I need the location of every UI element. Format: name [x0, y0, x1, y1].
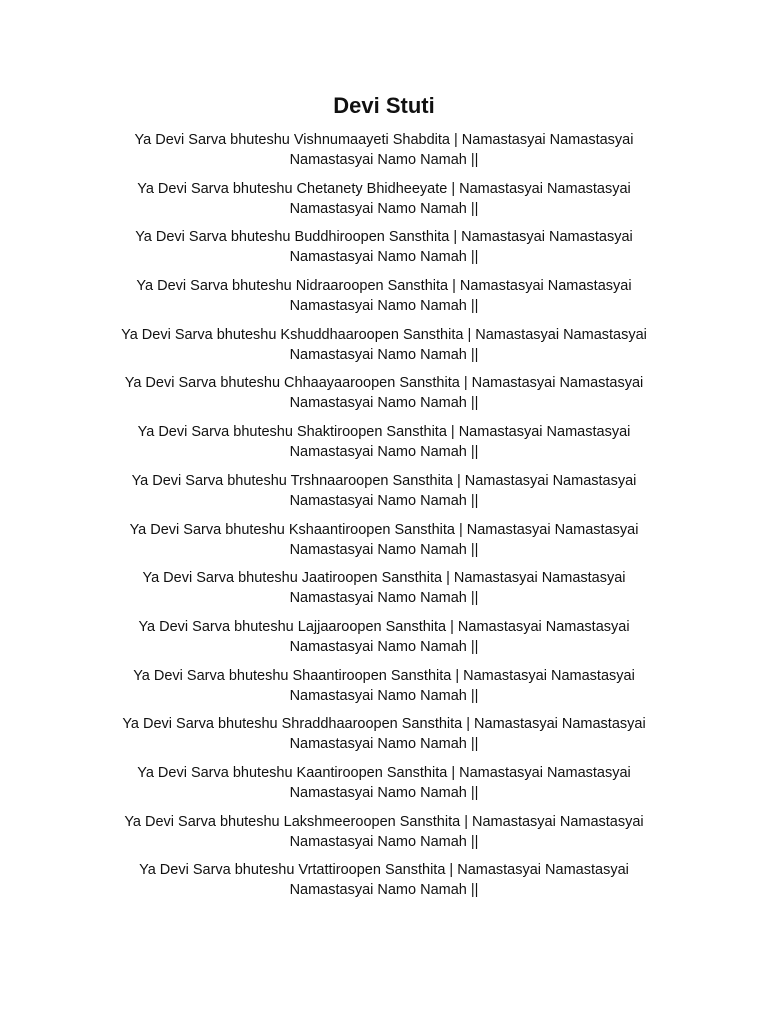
- verse-line-1: Ya Devi Sarva bhuteshu Jaatiroopen Sansthita | Namastasyai Namastasyai: [142, 570, 626, 587]
- verse-line-1: Ya Devi Sarva bhuteshu Shaantiroopen Sansthita | Namastasyai Namastasyai: [133, 667, 635, 684]
- verse-item: [84, 227, 684, 267]
- verse-line-2: Namastasyai Namo Namah ||: [289, 590, 479, 607]
- verse-line-1: Ya Devi Sarva bhuteshu Vrtattiroopen Sansthita | Namastasyai Namastasyai: [139, 862, 629, 879]
- verse-item: [84, 325, 684, 365]
- verse-line-1: Ya Devi Sarva bhuteshu Lakshmeeroopen Sansthita | Namastasyai Namastasyai: [124, 813, 644, 830]
- verse-line-2: Namastasyai Namo Namah ||: [289, 395, 479, 412]
- verse-line-2: Namastasyai Namo Namah ||: [289, 541, 479, 558]
- verse-item: [84, 860, 684, 900]
- verse-item: [84, 714, 684, 754]
- verse-line-1: Ya Devi Sarva bhuteshu Shaktiroopen Sansthita | Namastasyai Namastasyai: [137, 424, 631, 441]
- verse-line-2: Namastasyai Namo Namah ||: [289, 638, 479, 655]
- verse-item: [84, 471, 684, 511]
- verse-item: [84, 763, 684, 803]
- verse-line-1: Ya Devi Sarva bhuteshu Kshaantiroopen Sansthita | Namastasyai Namastasyai: [129, 521, 639, 538]
- verse-item: [84, 373, 684, 413]
- verse-item: [84, 666, 684, 706]
- verse-line-1: Ya Devi Sarva bhuteshu Kshuddhaaroopen Sansthita | Namastasyai Namastasyai: [121, 326, 647, 343]
- verse-list: [84, 130, 684, 909]
- verse-item: [84, 568, 684, 608]
- verse-item: [84, 276, 684, 316]
- verse-item: [84, 130, 684, 170]
- verse-item: [84, 520, 684, 560]
- verse-line-1: Ya Devi Sarva bhuteshu Vishnumaayeti Shabdita | Namastasyai Namastasyai: [134, 132, 634, 148]
- verse-item: [84, 422, 684, 462]
- verse-line-1: Ya Devi Sarva bhuteshu Lajjaaroopen Sansthita | Namastasyai Namastasyai: [138, 618, 630, 635]
- verse-line-2: Namastasyai Namo Namah ||: [289, 492, 479, 509]
- verse-item: [84, 179, 684, 219]
- verse-line-1: Ya Devi Sarva bhuteshu Trshnaaroopen Sansthita | Namastasyai Namastasyai: [131, 472, 637, 489]
- verse-line-1: Ya Devi Sarva bhuteshu Kaantiroopen Sansthita | Namastasyai Namastasyai: [137, 764, 631, 781]
- verse-line-1: Ya Devi Sarva bhuteshu Shraddhaaroopen Sansthita | Namastasyai Namastasyai: [122, 716, 646, 733]
- verse-line-2: Namastasyai Namo Namah ||: [289, 200, 479, 217]
- verse-line-2: Namastasyai Namo Namah ||: [289, 444, 479, 461]
- verse-line-2: Namastasyai Namo Namah ||: [289, 833, 479, 850]
- verse-line-2: Namastasyai Namo Namah ||: [289, 249, 479, 266]
- verse-line-1: Ya Devi Sarva bhuteshu Nidraaroopen Sansthita | Namastasyai Namastasyai: [136, 278, 632, 295]
- verse-item: [84, 617, 684, 657]
- verse-line-2: Namastasyai Namo Namah ||: [289, 152, 479, 168]
- verse-line-2: Namastasyai Namo Namah ||: [289, 736, 479, 753]
- verse-line-2: Namastasyai Namo Namah ||: [289, 687, 479, 704]
- page-title: Devi Stuti: [333, 93, 435, 118]
- verse-line-2: Namastasyai Namo Namah ||: [289, 298, 479, 315]
- verse-item: [84, 812, 684, 852]
- verse-line-1: Ya Devi Sarva bhuteshu Buddhiroopen Sansthita | Namastasyai Namastasyai: [135, 229, 633, 246]
- verse-line-2: Namastasyai Namo Namah ||: [289, 784, 479, 801]
- verse-line-1: Ya Devi Sarva bhuteshu Chetanety Bhidheeyate | Namastasyai Namastasyai: [137, 180, 631, 197]
- verse-line-1: Ya Devi Sarva bhuteshu Chhaayaaroopen Sansthita | Namastasyai Namastasyai: [124, 375, 644, 392]
- verse-line-2: Namastasyai Namo Namah ||: [289, 346, 479, 363]
- verse-line-2: Namastasyai Namo Namah ||: [289, 882, 479, 899]
